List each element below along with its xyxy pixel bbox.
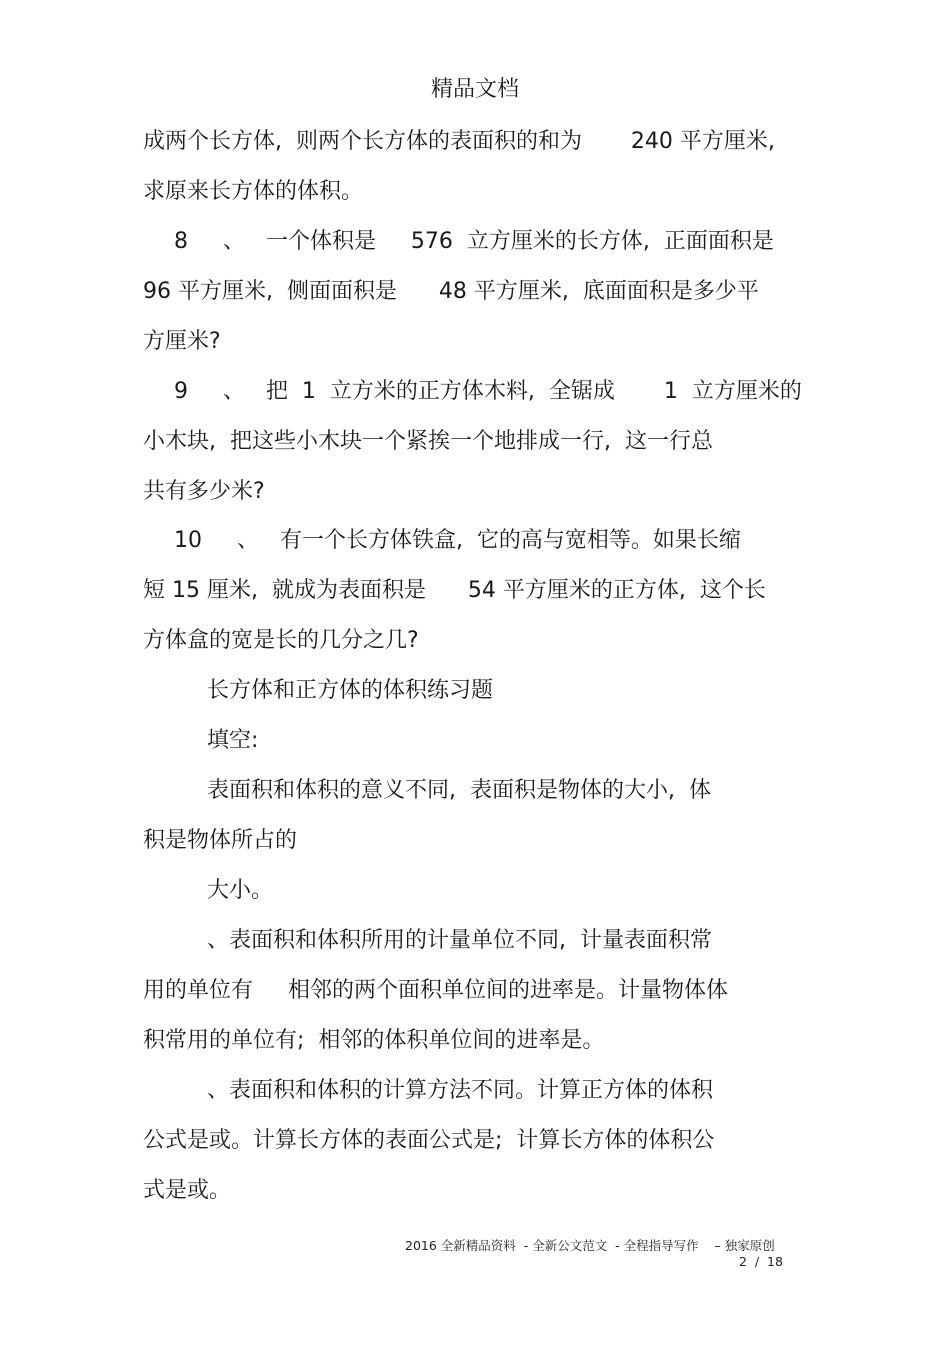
- question-10-line: 10 、 有一个长方体铁盒, 它的高与宽相等。如果长缩: [174, 528, 741, 553]
- text-line: 积常用的单位有; 相邻的体积单位间的进率是。: [143, 1028, 605, 1053]
- text-line: 短 15 厘米, 就成为表面积是 54 平方厘米的正方体, 这个长: [143, 578, 766, 603]
- text-line: 式是或。: [143, 1178, 232, 1203]
- text-line: 共有多少米?: [143, 479, 265, 504]
- question-9-line: 9 、 把 1 立方米的正方体木料, 全锯成 1 立方厘米的: [174, 379, 802, 404]
- question-8-line: 8 、 一个体积是 576 立方厘米的长方体, 正面面积是: [174, 229, 774, 254]
- text-line: 积是物体所占的: [143, 828, 298, 853]
- text-line: 96 平方厘米, 侧面面积是 48 平方厘米, 底面面积是多少平: [143, 279, 759, 304]
- text-line: 方体盒的宽是长的几分之几?: [143, 628, 419, 653]
- text-line: 、表面积和体积的计算方法不同。计算正方体的体积: [207, 1078, 714, 1103]
- text-line: 表面积和体积的意义不同, 表面积是物体的大小, 体: [207, 778, 711, 803]
- section-subtitle: 填空:: [207, 728, 259, 753]
- text-line: 、表面积和体积所用的计量单位不同, 计量表面积常: [207, 928, 712, 953]
- text-line: 公式是或。计算长方体的表面公式是; 计算长方体的体积公: [143, 1128, 715, 1153]
- text-line: 大小。: [207, 878, 274, 903]
- page-number: 2 / 18: [739, 1254, 783, 1269]
- text-line: 用的单位有 相邻的两个面积单位间的进率是。计量物体体: [143, 978, 728, 1003]
- section-title: 长方体和正方体的体积练习题: [207, 678, 494, 703]
- text-line: 小木块, 把这些小木块一个紧挨一个地排成一行, 这一行总: [143, 429, 713, 454]
- text-line: 成两个长方体, 则两个长方体的表面积的和为 240 平方厘米,: [143, 129, 775, 154]
- footer-source: 2016 全新精品资料 - 全新公文范文 - 全程指导写作 – 独家原创: [405, 1238, 775, 1253]
- text-line: 方厘米?: [143, 329, 221, 354]
- text-line: 求原来长方体的体积。: [143, 179, 364, 204]
- page-header: 精品文档: [430, 77, 519, 102]
